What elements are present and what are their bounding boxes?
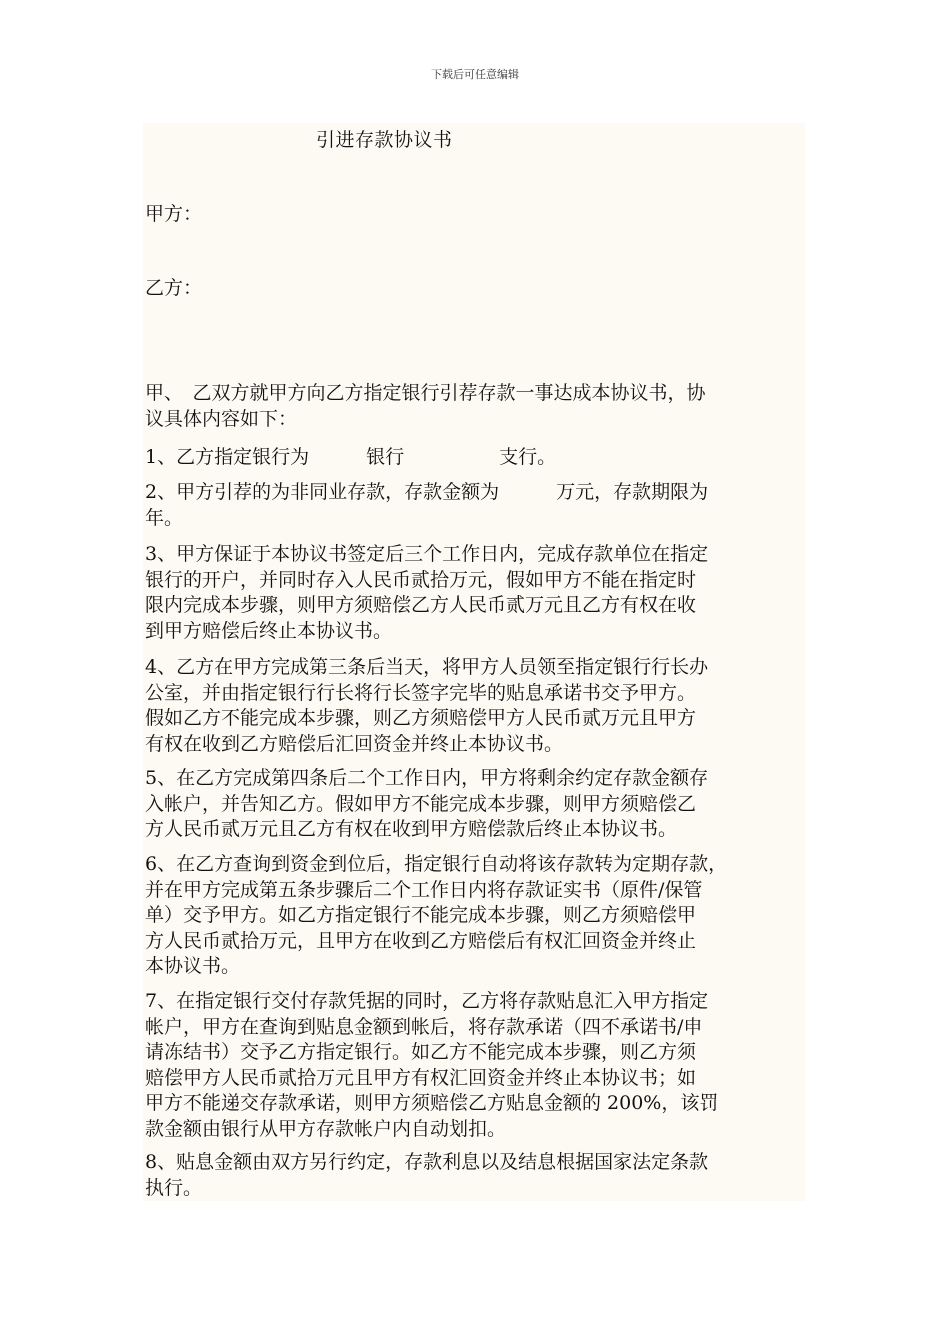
intro-paragraph: 甲、 乙双方就甲方向乙方指定银行引荐存款一事达成本协议书，协 议具体内容如下：: [145, 382, 706, 430]
party-a-label: 甲方：: [145, 203, 203, 225]
party-b-label: 乙方：: [145, 277, 203, 299]
document-body: [143, 123, 805, 1201]
clause-1: 1、乙方指定银行为 银行 支行。: [145, 446, 557, 468]
clause-5: 5、在乙方完成第四条后二个工作日内，甲方将剩余约定存款金额存 入帐户，并告知乙方。假如甲方不能完成本步骤，则甲方须赔偿乙 方人民币贰万元且乙方有权在收到甲方赔偿款后终止本协议书。: [145, 767, 709, 840]
document-title: 引进存款协议书: [316, 129, 453, 151]
clause-6: 6、在乙方查询到资金到位后，指定银行自动将该存款转为定期存款， 并在甲方完成第五条步骤后二个工作日内将存款证实书（原件/保管 单）交予甲方。如乙方指定银行不能完成本步骤，则乙方须赔偿甲 方人民币贰拾万元，且甲方在收到乙方赔偿后有权汇回资金并终止 本协议书。: [145, 853, 728, 977]
clause-4: 4、乙方在甲方完成第三条后当天，将甲方人员领至指定银行行长办 公室，并由指定银行行长将行长签字完毕的贴息承诺书交予甲方。 假如乙方不能完成本步骤，则乙方须赔偿甲方人民币贰万元且甲方 有权在收到乙方赔偿后汇回资金并终止本协议书。: [145, 656, 709, 755]
clause-3: 3、甲方保证于本协议书签定后三个工作日内，完成存款单位在指定 银行的开户，并同时存入人民币贰拾万元，假如甲方不能在指定时 限内完成本步骤，则甲方须赔偿乙方人民币贰万元且乙方有权在收 到甲方赔偿后终止本协议书。: [145, 543, 709, 642]
clause-7: 7、在指定银行交付存款凭据的同时，乙方将存款贴息汇入甲方指定 帐户，甲方在查询到贴息金额到帐后，将存款承诺（四不承诺书/申 请冻结书）交予乙方指定银行。如乙方不能完成本步骤，则乙方须 赔偿甲方人民币贰拾万元且甲方有权汇回资金并终止本协议书；如 甲方不能递交存款承诺，则甲方须赔偿乙方贴息金额的 200%，该罚 款金额由银行从甲方存款帐户内自动划扣。: [145, 990, 719, 1140]
clause-8: 8、贴息金额由双方另行约定，存款利息以及结息根据国家法定条款 执行。: [145, 1151, 709, 1199]
header-note: 下载后可任意编辑: [431, 68, 519, 81]
clause-2: 2、甲方引荐的为非同业存款，存款金额为 万元，存款期限为 年。: [145, 481, 709, 529]
